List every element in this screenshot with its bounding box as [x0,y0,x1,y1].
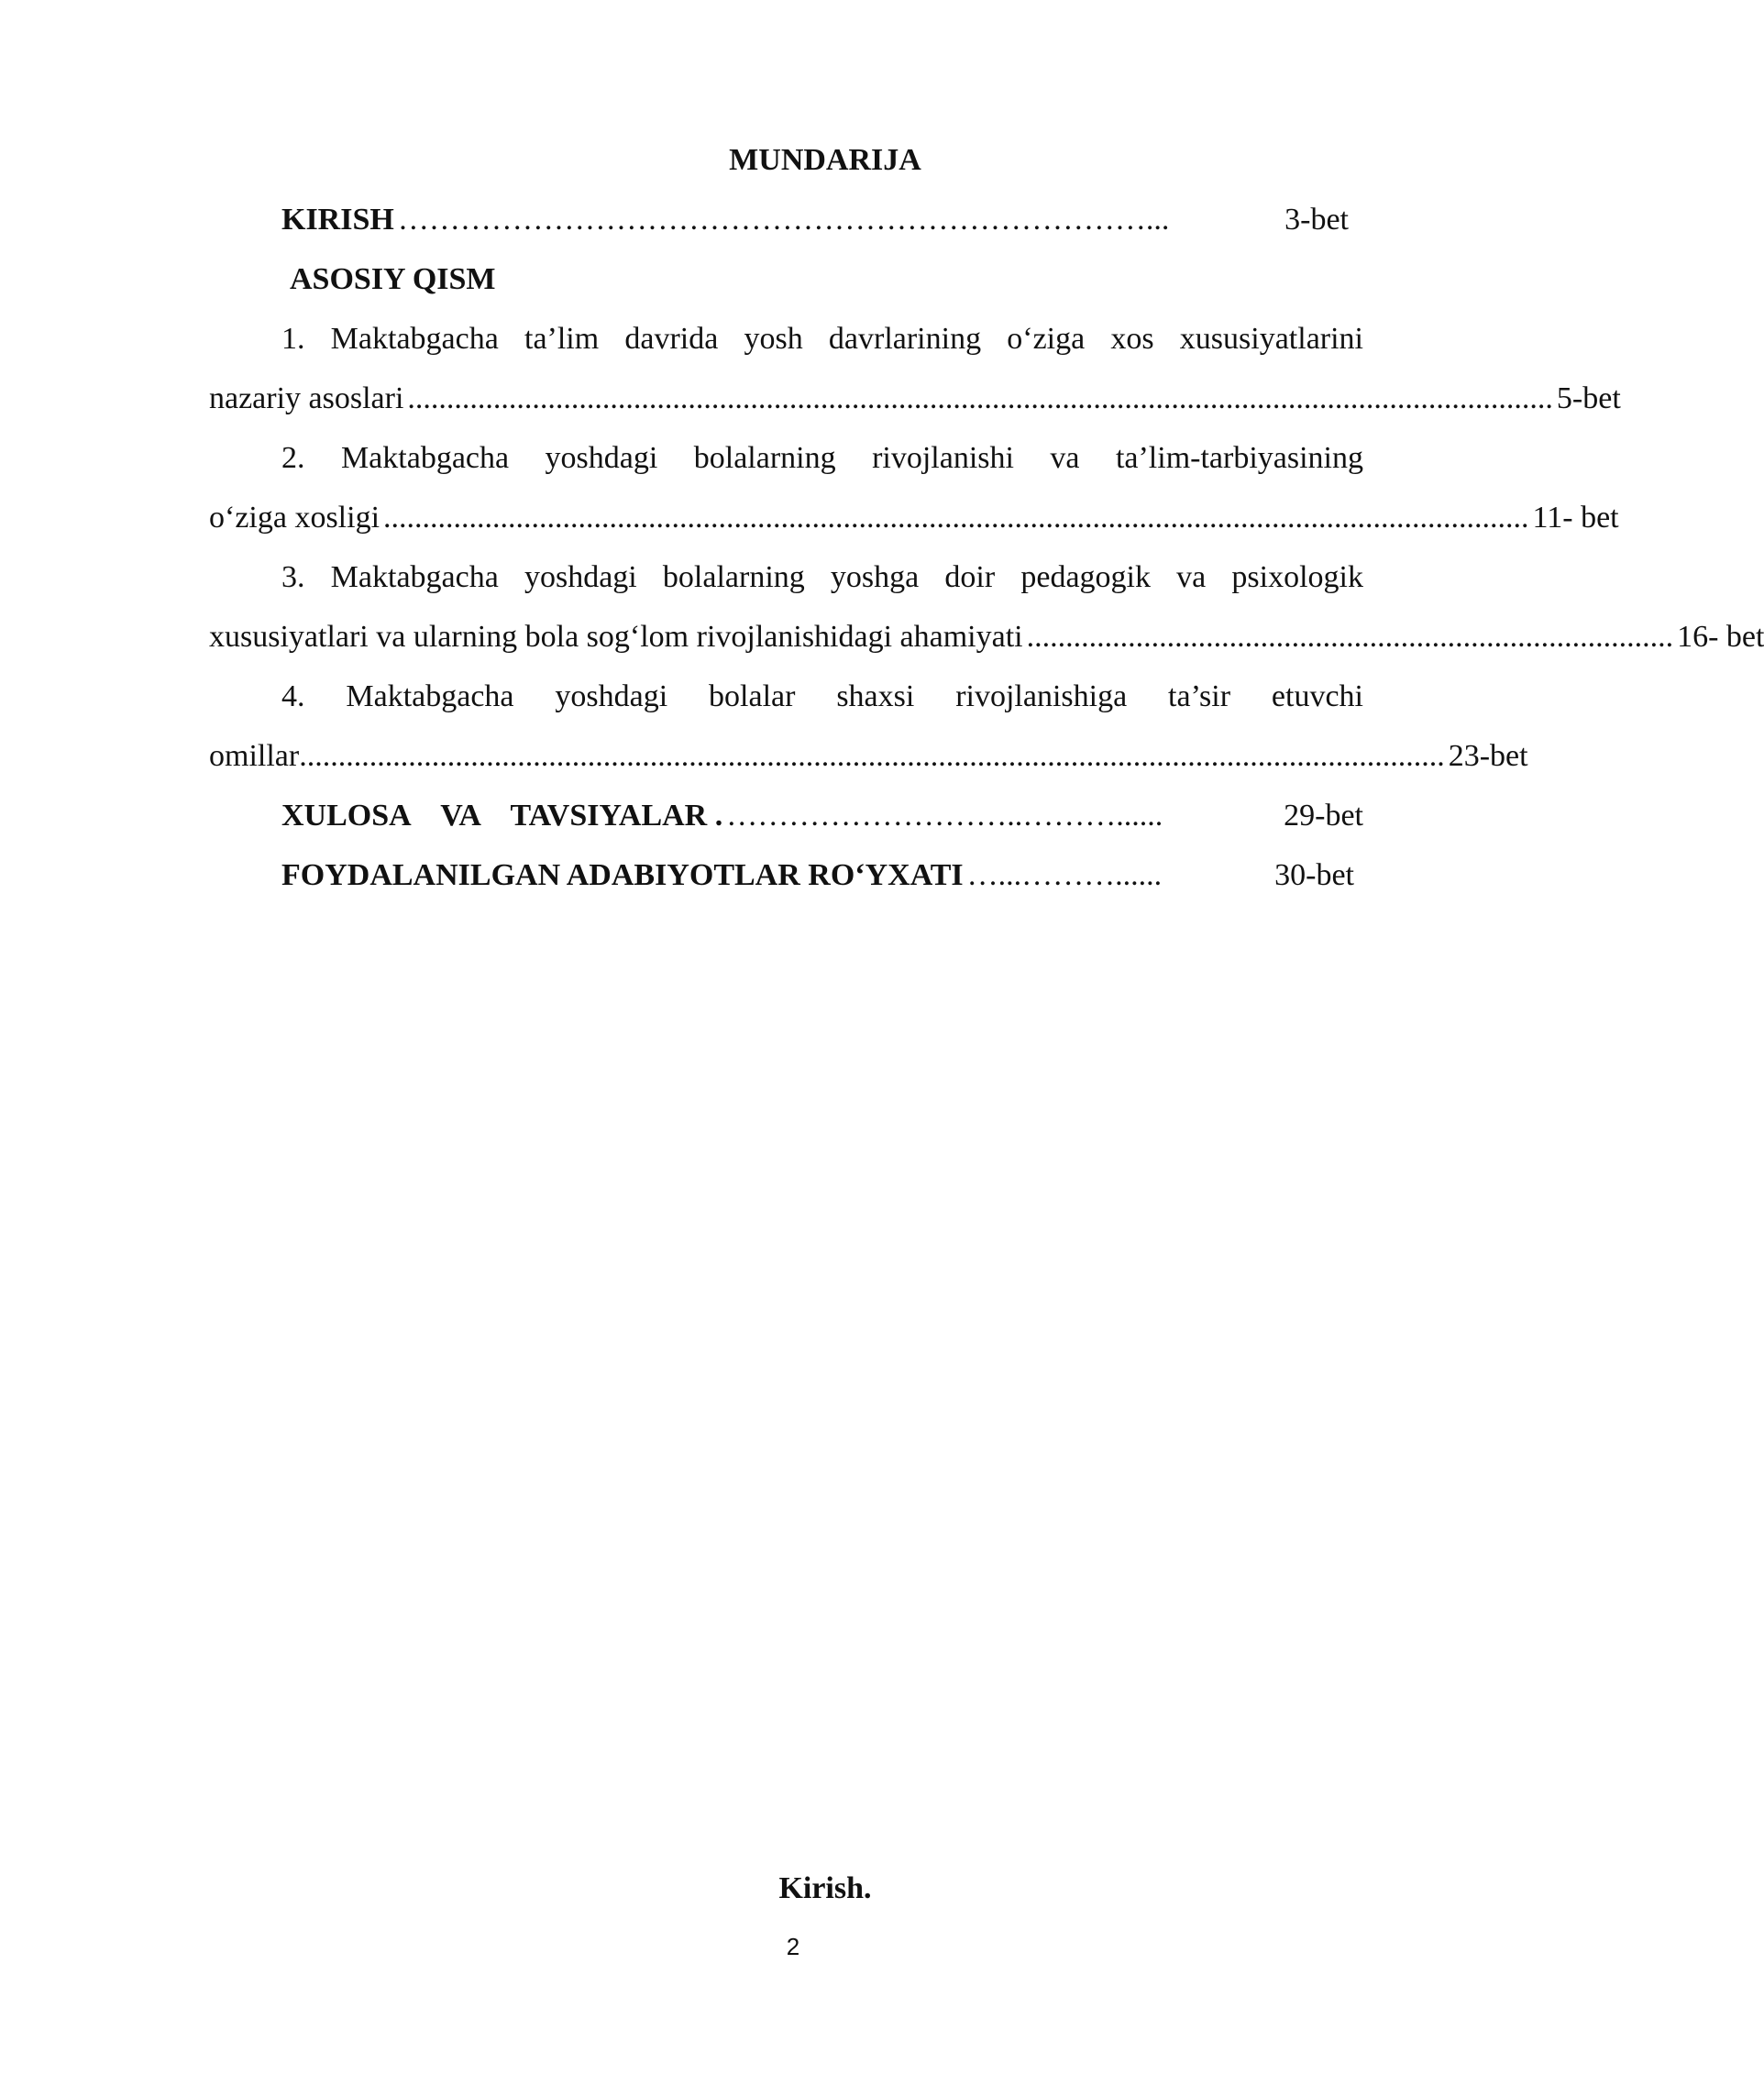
toc-entry-adabiyotlar [281,857,1354,894]
toc-entry-1 [209,381,1621,417]
toc-label: nazariy asoslari [209,381,404,415]
toc-entry-kirish [281,202,1349,238]
page-title: MUNDARIJA [729,143,921,177]
toc-page-ref: 29-bet [1284,799,1363,833]
toc-leader-dots: ................................................................................... [1026,620,1674,654]
toc-entry-3-line1: 3. Maktabgacha yoshdagi bolalarning yoshga doir pedagogik va psixologik [281,560,1363,594]
toc-leader-dots: ................................................................................................................................................... [299,739,1445,773]
toc-page-ref: 23-bet [1448,739,1528,773]
toc-page-ref: 11- bet [1532,501,1619,535]
toc-page-ref: 30-bet [1274,858,1354,892]
toc-label: KIRISH [281,203,394,237]
toc-entry-4 [209,738,1528,775]
toc-leader-dots: …...………...... [966,858,1163,892]
toc-label: xususiyatlari va ularning bola sog‘lom rivojlanishidagi ahamiyati [209,620,1023,654]
toc-entry-4-line1: 4. Maktabgacha yoshdagi bolalar shaxsi rivojlanishiga ta’sir etuvchi [281,679,1363,713]
toc-page-ref: 16- bet [1677,620,1764,654]
next-section-heading: Kirish. [778,1871,872,1905]
toc-section-asosiy-qism: ASOSIY QISM [290,262,496,296]
toc-leader-dots: ………………………………………………………………... [397,203,1170,237]
toc-entry-2 [209,500,1619,536]
toc-label: omillar [209,739,300,773]
toc-leader-dots: ………………………..………...... [726,799,1163,833]
toc-label: o‘ziga xosligi [209,501,380,535]
toc-entry-2-line1: 2. Maktabgacha yoshdagi bolalarning rivojlanishi va ta’lim-tarbiyasining [281,441,1363,475]
toc-page-ref: 5-bet [1556,381,1621,415]
toc-entry-3 [209,619,1764,656]
toc-page-ref: 3-bet [1284,203,1349,237]
toc-entry-xulosa [281,798,1363,834]
page-number: 2 [786,1933,800,1960]
toc-leader-dots: ................................................................................................................................................... [407,381,1553,415]
toc-entry-1-line1: 1. Maktabgacha ta’lim davrida yosh davrlarining o‘ziga xos xususiyatlarini [281,322,1363,356]
toc-label: XULOSA VA TAVSIYALAR . [281,799,723,833]
toc-leader-dots: ................................................................................................................................................... [383,501,1529,535]
toc-label: FOYDALANILGAN ADABIYOTLAR RO‘YXATI [281,858,964,892]
